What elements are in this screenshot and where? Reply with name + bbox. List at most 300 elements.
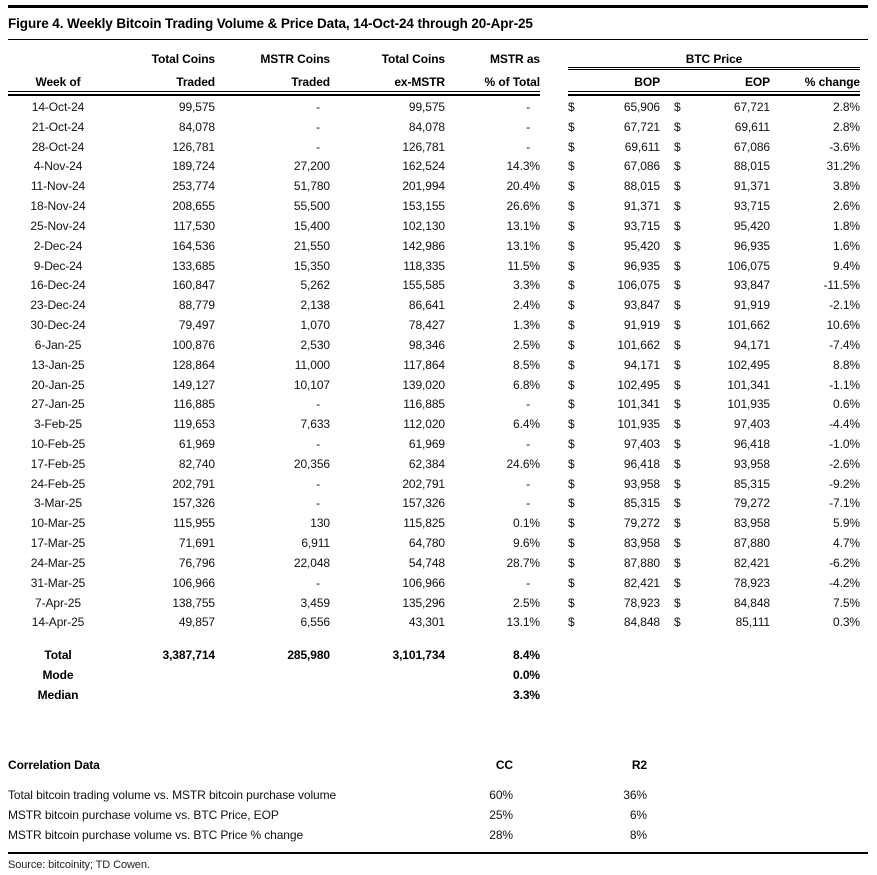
mstr-coins-cell: 21,550 — [293, 238, 330, 253]
mstr-coins-cell: 5,262 — [300, 278, 330, 293]
bop-dollar-sign: $ — [568, 595, 575, 610]
summary-label: Mode — [42, 668, 74, 683]
header-pct-change: % change — [804, 75, 860, 89]
mstr-pct-cell: 9.6% — [513, 536, 540, 551]
pct-change-cell: -2.1% — [829, 298, 860, 313]
total-coins-cell: 253,774 — [172, 179, 215, 194]
mstr-coins-cell: - — [316, 119, 320, 134]
week-cell: 4-Nov-24 — [33, 159, 83, 174]
pct-change-cell: 2.8% — [833, 119, 860, 134]
eop-cell: 67,721 — [733, 99, 770, 114]
eop-cell: 91,919 — [733, 298, 770, 313]
total-coins-cell: 84,078 — [178, 119, 215, 134]
week-cell: 3-Feb-25 — [34, 417, 82, 432]
total-coins-cell: 61,969 — [178, 436, 215, 451]
week-cell: 30-Dec-24 — [30, 318, 86, 333]
eop-cell: 91,371 — [733, 179, 770, 194]
eop-dollar-sign: $ — [674, 357, 681, 372]
mstr-pct-cell: - — [526, 139, 530, 154]
eop-cell: 106,075 — [727, 258, 770, 273]
eop-cell: 96,935 — [733, 238, 770, 253]
week-cell: 24-Mar-25 — [30, 555, 86, 570]
mstr-coins-cell: 22,048 — [293, 555, 330, 570]
ex-mstr-cell: 98,346 — [408, 337, 445, 352]
bop-cell: 67,086 — [623, 159, 660, 174]
ex-mstr-cell: 116,885 — [403, 397, 445, 412]
ex-mstr-cell: 126,781 — [402, 139, 445, 154]
total-coins-cell: 106,966 — [172, 575, 215, 590]
ex-mstr-cell: 102,130 — [402, 218, 445, 233]
mstr-coins-cell: 51,780 — [293, 179, 330, 194]
summary-rows — [8, 645, 868, 705]
bop-dollar-sign: $ — [568, 516, 575, 531]
ex-mstr-cell: 78,427 — [408, 318, 445, 333]
header-mstr-pct-line1: MSTR as — [490, 52, 540, 66]
mstr-pct-cell: - — [526, 99, 530, 114]
header-ex-mstr-line2: ex-MSTR — [394, 75, 445, 89]
eop-cell: 93,847 — [733, 278, 770, 293]
eop-dollar-sign: $ — [674, 218, 681, 233]
bop-cell: 101,662 — [617, 337, 660, 352]
correlation-r2-value: 8% — [629, 828, 647, 843]
eop-cell: 87,880 — [733, 536, 770, 551]
mstr-pct-cell: 2.4% — [513, 298, 540, 313]
correlation-title: Correlation Data — [8, 758, 100, 773]
pct-change-cell: -7.4% — [829, 337, 860, 352]
eop-dollar-sign: $ — [674, 199, 681, 214]
week-cell: 9-Dec-24 — [33, 258, 83, 273]
total-coins-cell: 100,876 — [172, 337, 215, 352]
total-coins-cell: 117,530 — [173, 218, 215, 233]
mstr-pct-cell: 20.4% — [506, 179, 540, 194]
correlation-r2-value: 6% — [629, 808, 647, 823]
eop-dollar-sign: $ — [674, 397, 681, 412]
eop-cell: 85,111 — [735, 615, 770, 630]
eop-cell: 85,315 — [733, 476, 770, 491]
correlation-label: MSTR bitcoin purchase volume vs. BTC Price % change — [8, 828, 304, 843]
ex-mstr-cell: 139,020 — [402, 377, 445, 392]
correlation-cc-value: 25% — [489, 808, 513, 823]
summary-mstr-pct: 0.0% — [513, 668, 540, 683]
mstr-pct-cell: 13.1% — [506, 238, 540, 253]
header-mstr-pct-line2: % of Total — [484, 75, 540, 89]
header-ex-mstr-line1: Total Coins — [381, 52, 445, 66]
header-week-of: Week of — [35, 75, 81, 89]
eop-cell: 93,958 — [733, 456, 770, 471]
pct-change-cell: 2.6% — [833, 199, 860, 214]
mstr-pct-cell: 6.8% — [513, 377, 540, 392]
week-cell: 21-Oct-24 — [31, 119, 85, 134]
total-coins-cell: 128,864 — [172, 357, 215, 372]
mstr-pct-cell: 2.5% — [513, 595, 540, 610]
eop-dollar-sign: $ — [674, 575, 681, 590]
mstr-coins-cell: 1,070 — [300, 318, 330, 333]
eop-dollar-sign: $ — [674, 536, 681, 551]
summary-label: Total — [44, 648, 72, 663]
mstr-pct-cell: 2.5% — [513, 337, 540, 352]
eop-cell: 79,272 — [733, 496, 770, 511]
bop-dollar-sign: $ — [568, 377, 575, 392]
bop-dollar-sign: $ — [568, 476, 575, 491]
mstr-pct-cell: - — [526, 119, 530, 134]
bop-dollar-sign: $ — [568, 159, 575, 174]
eop-dollar-sign: $ — [674, 139, 681, 154]
mstr-pct-cell: 28.7% — [506, 555, 540, 570]
eop-cell: 101,935 — [727, 397, 770, 412]
btc-price-underline — [568, 67, 860, 70]
eop-cell: 69,611 — [734, 119, 770, 134]
correlation-cc-value: 60% — [489, 788, 513, 803]
pct-change-cell: -1.1% — [829, 377, 860, 392]
eop-cell: 82,421 — [733, 555, 770, 570]
week-cell: 31-Mar-25 — [30, 575, 86, 590]
pct-change-cell: 2.8% — [833, 99, 860, 114]
eop-dollar-sign: $ — [674, 615, 681, 630]
week-cell: 14-Oct-24 — [31, 99, 85, 114]
pct-change-cell: -1.0% — [829, 436, 860, 451]
eop-cell: 95,420 — [733, 218, 770, 233]
bop-dollar-sign: $ — [568, 218, 575, 233]
eop-cell: 101,341 — [727, 377, 770, 392]
pct-change-cell: 31.2% — [826, 159, 860, 174]
eop-dollar-sign: $ — [674, 456, 681, 471]
header-rule — [8, 91, 868, 96]
eop-cell: 78,923 — [733, 575, 770, 590]
bop-cell: 101,341 — [617, 397, 660, 412]
ex-mstr-cell: 43,301 — [408, 615, 445, 630]
pct-change-cell: 4.7% — [833, 536, 860, 551]
correlation-label: Total bitcoin trading volume vs. MSTR bitcoin purchase volume — [8, 788, 337, 803]
pct-change-cell: 10.6% — [826, 318, 860, 333]
bop-cell: 82,421 — [623, 575, 660, 590]
mstr-pct-cell: 24.6% — [506, 456, 540, 471]
header-rule-right — [568, 91, 860, 96]
ex-mstr-cell: 153,155 — [402, 199, 445, 214]
bop-dollar-sign: $ — [568, 139, 575, 154]
correlation-cc-value: 28% — [489, 828, 513, 843]
correlation-section — [8, 755, 868, 845]
bop-cell: 94,171 — [623, 357, 660, 372]
summary-total-coins: 3,387,714 — [162, 648, 215, 663]
eop-cell: 102,495 — [727, 357, 770, 372]
eop-cell: 84,848 — [733, 595, 770, 610]
mstr-coins-cell: 10,107 — [293, 377, 330, 392]
pct-change-cell: -6.2% — [829, 555, 860, 570]
source-rule — [8, 852, 868, 854]
pct-change-cell: 8.8% — [833, 357, 860, 372]
bop-dollar-sign: $ — [568, 536, 575, 551]
header-eop: EOP — [744, 75, 770, 89]
bop-dollar-sign: $ — [568, 99, 575, 114]
summary-mstr-pct: 3.3% — [513, 688, 540, 703]
total-coins-cell: 149,127 — [172, 377, 215, 392]
eop-dollar-sign: $ — [674, 377, 681, 392]
mstr-pct-cell: 8.5% — [513, 357, 540, 372]
total-coins-cell: 116,885 — [173, 397, 215, 412]
summary-mstr-pct: 8.4% — [513, 648, 540, 663]
week-cell: 17-Feb-25 — [30, 456, 86, 471]
week-cell: 2-Dec-24 — [33, 238, 83, 253]
ex-mstr-cell: 84,078 — [408, 119, 445, 134]
total-coins-cell: 157,326 — [172, 496, 215, 511]
week-cell: 14-Apr-25 — [31, 615, 85, 630]
eop-cell: 94,171 — [733, 337, 770, 352]
pct-change-cell: 0.6% — [833, 397, 860, 412]
bop-dollar-sign: $ — [568, 199, 575, 214]
mstr-coins-cell: - — [316, 397, 320, 412]
bop-cell: 96,935 — [623, 258, 660, 273]
header-bop: BOP — [634, 75, 660, 89]
pct-change-cell: 5.9% — [833, 516, 860, 531]
mstr-pct-cell: - — [526, 496, 530, 511]
title-rule — [8, 39, 868, 40]
mstr-coins-cell: 20,356 — [293, 456, 330, 471]
mstr-pct-cell: 14.3% — [506, 159, 540, 174]
total-coins-cell: 133,685 — [172, 258, 215, 273]
header-btc-price-group: BTC Price — [685, 52, 743, 66]
ex-mstr-cell: 117,864 — [403, 357, 445, 372]
correlation-r2-header: R2 — [631, 758, 647, 773]
header-total-coins-line2: Traded — [176, 75, 215, 89]
pct-change-cell: 3.8% — [833, 179, 860, 194]
total-coins-cell: 208,655 — [172, 199, 215, 214]
bop-cell: 87,880 — [623, 555, 660, 570]
bop-cell: 101,935 — [617, 417, 660, 432]
eop-cell: 88,015 — [733, 159, 770, 174]
ex-mstr-cell: 99,575 — [408, 99, 445, 114]
week-cell: 16-Dec-24 — [30, 278, 86, 293]
header-mstr-coins-line1: MSTR Coins — [260, 52, 330, 66]
bop-dollar-sign: $ — [568, 258, 575, 273]
pct-change-cell: -4.2% — [829, 575, 860, 590]
pct-change-cell: 0.3% — [833, 615, 860, 630]
correlation-cc-header: CC — [495, 758, 513, 773]
pct-change-cell: -9.2% — [829, 476, 860, 491]
eop-cell: 101,662 — [727, 318, 770, 333]
ex-mstr-cell: 54,748 — [408, 555, 445, 570]
mstr-coins-cell: - — [316, 436, 320, 451]
mstr-coins-cell: 2,530 — [300, 337, 330, 352]
bop-cell: 93,715 — [623, 218, 660, 233]
ex-mstr-cell: 112,020 — [403, 417, 445, 432]
bop-cell: 84,848 — [623, 615, 660, 630]
bop-cell: 67,721 — [623, 119, 660, 134]
week-cell: 10-Feb-25 — [30, 436, 86, 451]
bop-dollar-sign: $ — [568, 496, 575, 511]
eop-dollar-sign: $ — [674, 238, 681, 253]
mstr-pct-cell: 1.3% — [513, 318, 540, 333]
eop-cell: 96,418 — [733, 436, 770, 451]
bop-cell: 79,272 — [623, 516, 660, 531]
summary-ex-mstr: 3,101,734 — [392, 648, 445, 663]
bop-cell: 91,919 — [623, 318, 660, 333]
pct-change-cell: 1.6% — [833, 238, 860, 253]
eop-dollar-sign: $ — [674, 417, 681, 432]
bop-dollar-sign: $ — [568, 238, 575, 253]
total-coins-cell: 79,497 — [178, 318, 215, 333]
correlation-rows — [8, 785, 868, 845]
correlation-r2-value: 36% — [623, 788, 647, 803]
pct-change-cell: 9.4% — [833, 258, 860, 273]
eop-dollar-sign: $ — [674, 516, 681, 531]
bop-cell: 102,495 — [617, 377, 660, 392]
mstr-pct-cell: 0.1% — [513, 516, 540, 531]
bop-cell: 65,906 — [623, 99, 660, 114]
mstr-coins-cell: - — [316, 575, 320, 590]
eop-dollar-sign: $ — [674, 159, 681, 174]
bop-cell: 91,371 — [623, 199, 660, 214]
bop-cell: 83,958 — [623, 536, 660, 551]
pct-change-cell: -11.5% — [823, 278, 860, 293]
pct-change-cell: -4.4% — [829, 417, 860, 432]
eop-dollar-sign: $ — [674, 337, 681, 352]
bop-dollar-sign: $ — [568, 357, 575, 372]
eop-dollar-sign: $ — [674, 298, 681, 313]
bop-dollar-sign: $ — [568, 278, 575, 293]
ex-mstr-cell: 86,641 — [408, 298, 445, 313]
mstr-pct-cell: 13.1% — [506, 615, 540, 630]
total-coins-cell: 164,536 — [172, 238, 215, 253]
mstr-pct-cell: 6.4% — [513, 417, 540, 432]
pct-change-cell: -3.6% — [829, 139, 860, 154]
eop-dollar-sign: $ — [674, 278, 681, 293]
mstr-coins-cell: 6,911 — [301, 536, 330, 551]
ex-mstr-cell: 201,994 — [402, 179, 445, 194]
bop-cell: 97,403 — [623, 436, 660, 451]
bop-dollar-sign: $ — [568, 397, 575, 412]
eop-dollar-sign: $ — [674, 258, 681, 273]
bop-cell: 69,611 — [624, 139, 660, 154]
header-mstr-coins-line2: Traded — [291, 75, 330, 89]
bop-dollar-sign: $ — [568, 179, 575, 194]
ex-mstr-cell: 62,384 — [408, 456, 445, 471]
bop-cell: 88,015 — [623, 179, 660, 194]
mstr-coins-cell: 3,459 — [300, 595, 330, 610]
total-coins-cell: 76,796 — [178, 555, 215, 570]
week-cell: 10-Mar-25 — [30, 516, 86, 531]
pct-change-cell: 7.5% — [833, 595, 860, 610]
mstr-coins-cell: 6,556 — [300, 615, 330, 630]
total-coins-cell: 119,653 — [173, 417, 215, 432]
bop-cell: 96,418 — [623, 456, 660, 471]
header-total-coins-line1: Total Coins — [151, 52, 215, 66]
summary-mstr-coins: 285,980 — [287, 648, 330, 663]
week-cell: 28-Oct-24 — [31, 139, 85, 154]
week-cell: 18-Nov-24 — [30, 199, 86, 214]
eop-dollar-sign: $ — [674, 476, 681, 491]
mstr-pct-cell: 11.5% — [507, 258, 540, 273]
total-coins-cell: 126,781 — [172, 139, 215, 154]
total-coins-cell: 82,740 — [178, 456, 215, 471]
week-cell: 24-Feb-25 — [30, 476, 86, 491]
mstr-coins-cell: 2,138 — [300, 298, 330, 313]
bop-cell: 95,420 — [623, 238, 660, 253]
bop-cell: 93,847 — [623, 298, 660, 313]
summary-label: Median — [37, 688, 79, 703]
figure-title: Figure 4. Weekly Bitcoin Trading Volume & Price Data, 14-Oct-24 through 20-Apr-25 — [8, 16, 533, 31]
total-coins-cell: 88,779 — [178, 298, 215, 313]
week-cell: 13-Jan-25 — [31, 357, 85, 372]
correlation-header — [8, 755, 868, 775]
ex-mstr-cell: 106,966 — [402, 575, 445, 590]
data-rows — [8, 97, 868, 632]
total-coins-cell: 138,755 — [172, 595, 215, 610]
total-coins-cell: 99,575 — [178, 99, 215, 114]
mstr-pct-cell: - — [526, 436, 530, 451]
eop-dollar-sign: $ — [674, 179, 681, 194]
eop-dollar-sign: $ — [674, 496, 681, 511]
eop-cell: 93,715 — [733, 199, 770, 214]
bop-dollar-sign: $ — [568, 417, 575, 432]
bop-dollar-sign: $ — [568, 318, 575, 333]
mstr-coins-cell: 55,500 — [293, 199, 330, 214]
mstr-coins-cell: 27,200 — [293, 159, 330, 174]
week-cell: 27-Jan-25 — [31, 397, 85, 412]
mstr-coins-cell: - — [316, 476, 320, 491]
week-cell: 20-Jan-25 — [31, 377, 85, 392]
bop-dollar-sign: $ — [568, 615, 575, 630]
bop-cell: 106,075 — [617, 278, 660, 293]
bop-dollar-sign: $ — [568, 555, 575, 570]
mstr-pct-cell: 13.1% — [506, 218, 540, 233]
total-coins-cell: 71,691 — [178, 536, 215, 551]
week-cell: 7-Apr-25 — [35, 595, 81, 610]
eop-dollar-sign: $ — [674, 436, 681, 451]
eop-dollar-sign: $ — [674, 595, 681, 610]
week-cell: 6-Jan-25 — [34, 337, 82, 352]
source-note: Source: bitcoinity; TD Cowen. — [8, 859, 150, 872]
eop-dollar-sign: $ — [674, 99, 681, 114]
ex-mstr-cell: 142,986 — [402, 238, 445, 253]
mstr-pct-cell: - — [526, 476, 530, 491]
ex-mstr-cell: 64,780 — [408, 536, 445, 551]
mstr-coins-cell: 15,400 — [293, 218, 330, 233]
bop-cell: 78,923 — [623, 595, 660, 610]
bop-dollar-sign: $ — [568, 298, 575, 313]
mstr-coins-cell: 7,633 — [300, 417, 330, 432]
eop-cell: 67,086 — [733, 139, 770, 154]
ex-mstr-cell: 157,326 — [402, 496, 445, 511]
pct-change-cell: 1.8% — [833, 218, 860, 233]
bop-cell: 93,958 — [623, 476, 660, 491]
total-coins-cell: 202,791 — [172, 476, 215, 491]
ex-mstr-cell: 155,585 — [402, 278, 445, 293]
bop-dollar-sign: $ — [568, 337, 575, 352]
mstr-coins-cell: - — [316, 496, 320, 511]
eop-cell: 97,403 — [733, 417, 770, 432]
ex-mstr-cell: 118,335 — [403, 258, 445, 273]
bop-dollar-sign: $ — [568, 575, 575, 590]
total-coins-cell: 49,857 — [178, 615, 215, 630]
mstr-coins-cell: 11,000 — [294, 357, 330, 372]
week-cell: 25-Nov-24 — [30, 218, 86, 233]
total-coins-cell: 160,847 — [172, 278, 215, 293]
total-coins-cell: 189,724 — [172, 159, 215, 174]
mstr-coins-cell: - — [316, 99, 320, 114]
total-coins-cell: 115,955 — [173, 516, 215, 531]
week-cell: 3-Mar-25 — [34, 496, 82, 511]
week-cell: 11-Nov-24 — [30, 179, 86, 194]
pct-change-cell: -2.6% — [829, 456, 860, 471]
eop-cell: 83,958 — [733, 516, 770, 531]
mstr-coins-cell: - — [316, 139, 320, 154]
mstr-pct-cell: 3.3% — [513, 278, 540, 293]
bop-cell: 85,315 — [623, 496, 660, 511]
correlation-label: MSTR bitcoin purchase volume vs. BTC Price, EOP — [8, 808, 279, 823]
mstr-coins-cell: 15,350 — [293, 258, 330, 273]
week-cell: 17-Mar-25 — [30, 536, 86, 551]
ex-mstr-cell: 115,825 — [403, 516, 445, 531]
